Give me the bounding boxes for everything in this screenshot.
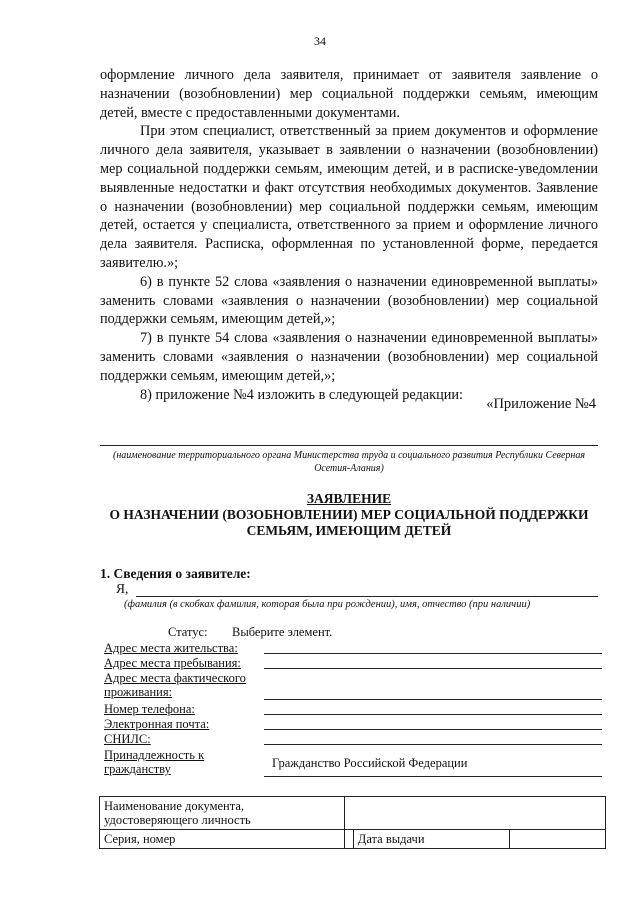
page-number: 34 [314,34,326,48]
residence-address-line[interactable] [264,653,602,654]
status-label: Статус: [168,625,208,639]
paragraph-3: 6) в пункте 52 слова «заявления о назначении единовременной выплаты» заменить словами «заявления о назначении (возобновлении) мер социальной поддержки семьям, имеющим детей,»; [100,273,598,328]
status-select[interactable]: Выберите элемент. [232,625,333,639]
stay-address-line[interactable] [264,668,602,669]
actual-address-label: Адрес места фактического проживания: [104,671,246,699]
actual-address-line[interactable] [264,699,602,700]
section-title-applicant: 1. Сведения о заявителе: [100,566,251,581]
body-text [100,66,598,404]
org-caption: (наименование территориального органа Министерства труда и социального развития Республики Северная Осетия-Алания) [112,450,586,474]
residence-address-label: Адрес места жительства: [104,641,238,655]
email-line[interactable] [264,729,602,730]
phone-label: Номер телефона: [104,702,195,716]
table-row [100,830,606,849]
citizenship-line [264,776,602,777]
form-title-line-1: ЗАЯВЛЕНИЕ [306,491,392,506]
issue-date-value-cell[interactable] [509,830,605,849]
form-title-line-2: О НАЗНАЧЕНИИ (ВОЗОБНОВЛЕНИИ) МЕР СОЦИАЛЬНОЙ ПОДДЕРЖКИ [109,507,589,522]
phone-line[interactable] [264,714,602,715]
identity-document-table [99,796,606,849]
snils-line[interactable] [264,744,602,745]
citizenship-value[interactable]: Гражданство Российской Федерации [272,756,468,770]
form-title-line-3: СЕМЬЯМ, ИМЕЮЩИМ ДЕТЕЙ [246,523,452,538]
appendix-label: «Приложение №4 [486,396,596,412]
paragraph-5: 8) приложение №4 изложить в следующей редакции: [140,386,464,403]
doc-name-value-cell[interactable] [344,797,605,830]
fio-input-line[interactable] [136,596,598,597]
email-label: Электронная почта: [104,717,210,731]
series-number-value-cell[interactable] [344,830,353,849]
paragraph-1: оформление личного дела заявителя, принимает от заявителя заявление о назначении (возобновлении) мер социальной поддержки семьям, имеющим детей, вместе с предоставленными документами. [100,67,598,121]
ya-label: Я, [116,581,129,596]
citizenship-label: Принадлежность к гражданству [104,748,205,776]
snils-label: СНИЛС: [104,732,151,746]
org-name-line [100,445,598,446]
fio-caption: (фамилия (в скобках фамилия, которая была при рождении), имя, отчество (при наличии) [124,599,531,610]
form-title [80,491,618,539]
table-row [100,797,606,830]
issue-date-label-cell: Дата выдачи [353,830,509,849]
paragraph-4: 7) в пункте 54 слова «заявления о назначении единовременной выплаты» заменить словами «заявления о назначении (возобновлении) мер социальной поддержки семьям, имеющим детей,»; [100,330,598,384]
paragraph-2: При этом специалист, ответственный за прием документов и оформление личного дела заявителя, указывает в заявлении о назначении (возобновлении) мер социальной поддержки семьям, имеющим детей, и в расписке-уведомлении выявленные недостатки и факт отсутствия необходимых документов. Заявление о назначении (возобновлении) мер социальной поддержки семьям, имеющим детей, остается у специалиста, ответственного за прием и оформление личного дела заявителя. Расписка, оформленная по установленной форме, передается заявителю.»; [100,123,598,271]
series-number-label-cell: Серия, номер [100,830,345,849]
stay-address-label: Адрес места пребывания: [104,656,241,670]
doc-name-cell: Наименование документа, удостоверяющего личность [100,797,345,830]
